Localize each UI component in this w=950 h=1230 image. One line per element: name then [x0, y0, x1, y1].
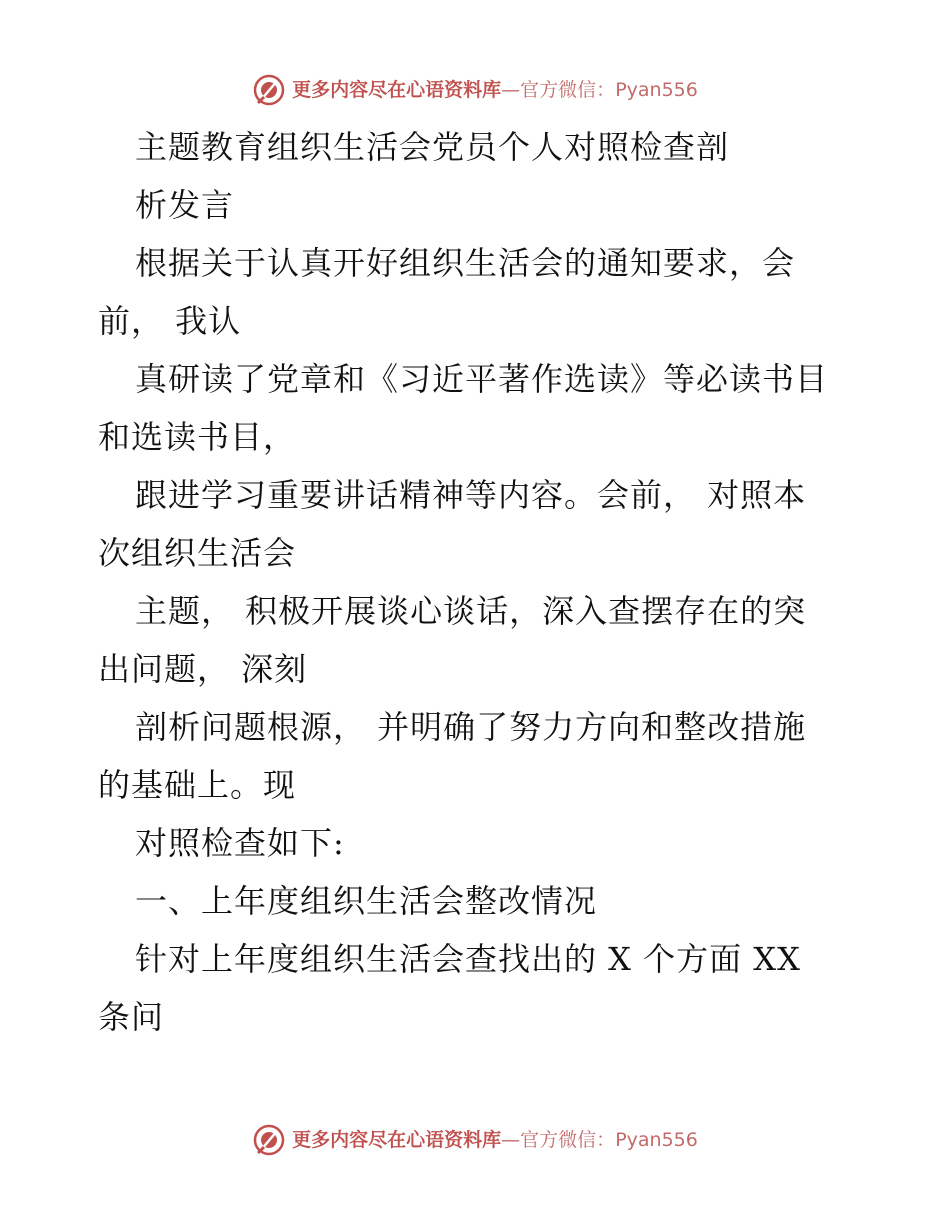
text-line: 条问 — [98, 998, 165, 1036]
text-line: 跟进学习重要讲话精神等内容。会前， 对照本 — [135, 476, 807, 514]
footer-source-text: 更多内容尽在心语资料库 — [292, 1129, 502, 1151]
text-line: 根据关于认真开好组织生活会的通知要求，会 — [135, 244, 796, 282]
text-line: 出问题， 深刻 — [98, 650, 308, 688]
text-line: 针对上年度组织生活会查找出的 X 个方面 XX — [135, 940, 801, 978]
section-heading: 一、上年度组织生活会整改情况 — [135, 882, 598, 920]
header-wechat-label: 官方微信： — [520, 79, 616, 101]
text-line: 次组织生活会 — [98, 534, 297, 572]
pen-logo-icon — [252, 73, 286, 107]
header-watermark-banner — [0, 70, 950, 110]
header-dash: — — [501, 79, 521, 101]
text-line: 剖析问题根源， 并明确了努力方向和整改措施 — [135, 708, 807, 746]
footer-wechat-id: Pyan556 — [615, 1129, 698, 1151]
pen-logo-icon — [252, 1123, 286, 1157]
text-line: 主题， 积极开展谈心谈话，深入查摆存在的突 — [135, 592, 807, 630]
text-line: 的基础上。现 — [98, 766, 297, 804]
header-source-text: 更多内容尽在心语资料库 — [292, 79, 502, 101]
document-title-line-1: 主题教育组织生活会党员个人对照检查剖 — [135, 128, 730, 166]
header-watermark-text — [292, 70, 698, 110]
text-line: 对照检查如下: — [135, 824, 345, 862]
text-line: 真研读了党章和《习近平著作选读》等必读书目 — [135, 360, 829, 398]
footer-watermark-banner — [0, 1120, 950, 1160]
footer-wechat-label: 官方微信： — [520, 1129, 616, 1151]
footer-dash: — — [501, 1129, 521, 1151]
text-line: 前， 我认 — [98, 302, 242, 340]
text-line: 和选读书目， — [98, 418, 297, 456]
footer-watermark-text — [292, 1120, 698, 1160]
header-wechat-id: Pyan556 — [615, 79, 698, 101]
document-title-line-2: 析发言 — [135, 186, 235, 224]
